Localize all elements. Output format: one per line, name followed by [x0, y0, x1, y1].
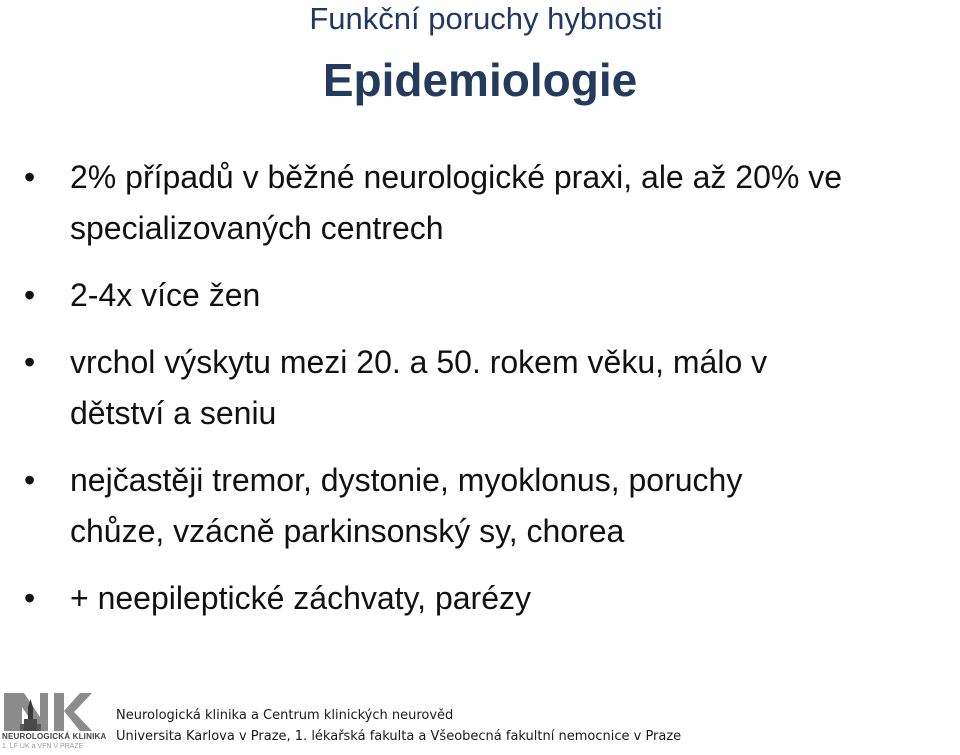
bullet-icon: •	[24, 462, 36, 498]
clinic-logo	[0, 687, 107, 751]
slide-subtitle: Funkční poruchy hybnosti	[309, 1, 663, 36]
clinic-logo-icon	[0, 687, 98, 735]
bullet-text-line: vrchol výskytu mezi 20. a 50. rokem věku, málo v	[70, 344, 768, 380]
clinic-logo-sublabel: 1. LF UK a VFN V PRAZE	[2, 743, 84, 750]
slide-footer	[0, 685, 960, 755]
bullet-icon: •	[24, 344, 36, 380]
bullet-icon: •	[24, 277, 36, 313]
bullet-text-line: dětství a seniu	[70, 395, 277, 431]
footer-line-2: Universita Karlova v Praze, 1. lékařská fakulta a Všeobecná fakultní nemocnice v Praze	[116, 729, 682, 744]
footer-line-1: Neurologická klinika a Centrum klinických neurověd	[116, 708, 454, 723]
clinic-logo-label: NEUROLOGICKÁ KLINIKA	[2, 732, 107, 741]
bullet-item	[24, 270, 952, 321]
bullet-text-line: specializovaných centrech	[70, 210, 444, 246]
bullet-text-line: nejčastěji tremor, dystonie, myoklonus, poruchy	[70, 462, 743, 498]
bullet-icon: •	[24, 159, 36, 195]
bullet-text-line: chůze, vzácně parkinsonský sy, chorea	[70, 513, 625, 549]
bullet-item	[24, 337, 952, 439]
bullet-item	[24, 573, 952, 624]
bullet-text-line: 2-4x více žen	[70, 277, 261, 313]
bullet-item	[24, 152, 952, 254]
bullet-icon: •	[24, 580, 36, 616]
bullet-text-line: 2% případů v běžné neurologické praxi, ale až 20% ve	[70, 159, 843, 195]
footer-text	[116, 705, 681, 747]
bullet-text-line: + neepileptické záchvaty, parézy	[70, 580, 531, 616]
bullet-item	[24, 455, 952, 557]
slide-title: Epidemiologie	[322, 54, 638, 106]
bullet-list	[24, 152, 952, 640]
